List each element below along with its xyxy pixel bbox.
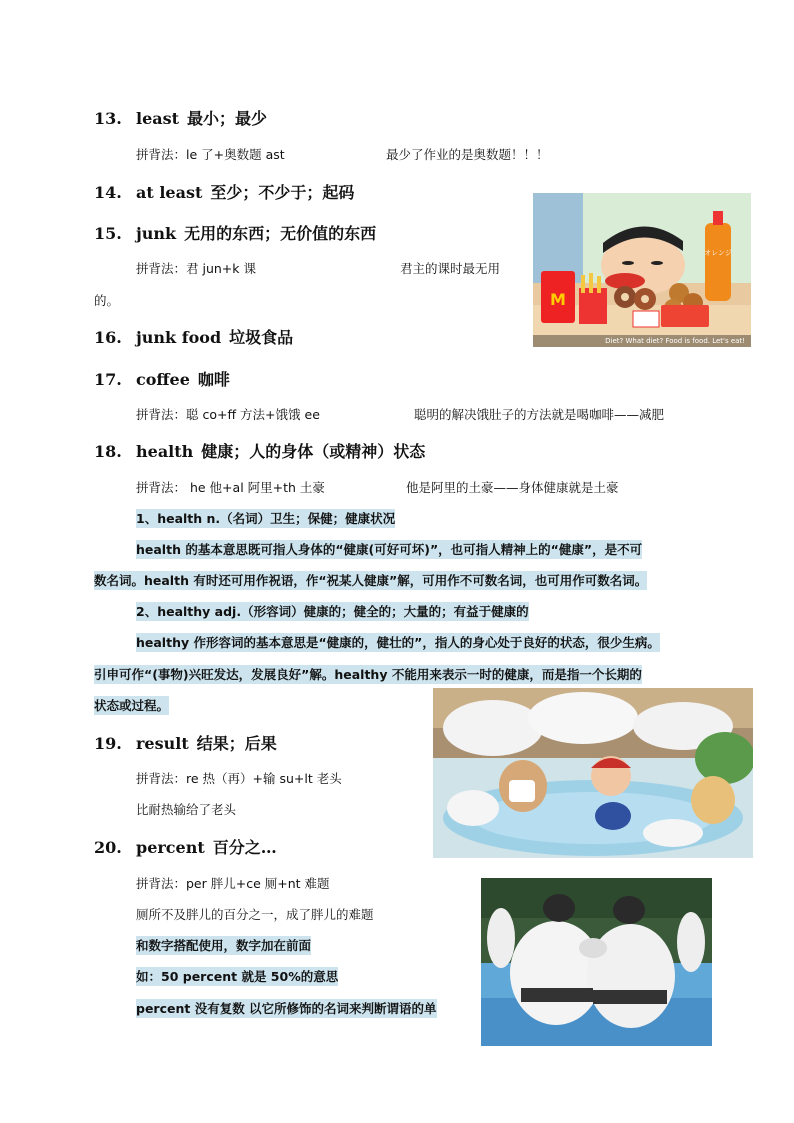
entry-19 xyxy=(94,731,277,754)
image-caption: Diet? What diet? Food is food. Let's eat! xyxy=(605,337,745,345)
entry-number: 14. xyxy=(94,183,122,202)
entry-meaning: 无用的东西；无价值的东西 xyxy=(184,224,377,243)
memo-line: 拼背法：君 jun+k 课 xyxy=(136,261,256,276)
memo-line: 拼背法：聪 co+ff 方法+饿饿 ee xyxy=(136,407,320,422)
highlighted-note: health 的基本意思既可指人身体的“健康(可好可坏)”，也可指人精神上的“健康”，是不可 xyxy=(136,542,643,557)
entry-meaning: 结果；后果 xyxy=(196,734,277,753)
memo-line: 比耐热输给了老头 xyxy=(136,802,237,817)
highlighted-note: 状态或过程。 xyxy=(94,698,170,713)
memo-line: 聪明的解决饿肚子的方法就是喝咖啡——减肥 xyxy=(414,407,665,422)
entry-number: 19. xyxy=(94,734,122,753)
entry-number: 13. xyxy=(94,109,122,128)
entry-meaning: 咖啡 xyxy=(197,370,230,389)
entry-meaning: 百分之… xyxy=(212,838,277,857)
entry-meaning: 健康；人的身体（或精神）状态 xyxy=(201,442,426,461)
entry-word: result xyxy=(136,734,189,753)
highlighted-note: 引申可作“(事物)兴旺发达，发展良好”解。healthy 不能用来表示一时的健康，而是指一个长期的 xyxy=(94,667,642,682)
entry-word: least xyxy=(136,109,180,128)
highlighted-note: percent 没有复数 以它所修饰的名词来判断谓语的单 xyxy=(136,1001,437,1016)
entry-number: 15. xyxy=(94,224,122,243)
highlighted-note: 数名词。health 有时还可用作祝语，作“祝某人健康”解，可用作不可数名词，也可用作可数名词。 xyxy=(94,573,648,588)
highlighted-note: 2、healthy adj.（形容词）健康的；健全的；大量的；有益于健康的 xyxy=(136,604,529,619)
highlighted-note: 如：50 percent 就是 50%的意思 xyxy=(136,969,339,984)
sumo-costume-photo xyxy=(481,878,712,1046)
memo-line: 拼背法：per 胖儿+ce 厕+nt 难题 xyxy=(136,876,330,891)
entry-18 xyxy=(94,439,425,462)
entry-number: 16. xyxy=(94,328,122,347)
svg-text:M: M xyxy=(550,290,566,309)
highlighted-note: 1、health n.（名词）卫生；保健；健康状况 xyxy=(136,511,396,526)
highlighted-note: 和数字搭配使用，数字加在前面 xyxy=(136,938,312,953)
memo-line: 拼背法： he 他+al 阿里+th 土豪 xyxy=(136,480,325,495)
entry-word: junk xyxy=(136,224,177,243)
entry-word: coffee xyxy=(136,370,190,389)
entry-number: 17. xyxy=(94,370,122,389)
memo-line: 拼背法：le 了+奥数题 ast xyxy=(136,147,285,162)
entry-word: junk food xyxy=(136,328,222,347)
entry-17 xyxy=(94,367,230,390)
entry-15 xyxy=(94,221,376,244)
entry-meaning: 垃圾食品 xyxy=(229,328,294,347)
drink-label: オレンジ xyxy=(704,249,732,257)
memo-line: 厕所不及胖儿的百分之一，成了胖儿的难题 xyxy=(136,907,374,922)
entry-word: percent xyxy=(136,838,205,857)
entry-meaning: 最小；最少 xyxy=(187,109,268,128)
memo-line: 君主的课时最无用 xyxy=(400,261,501,276)
memo-line: 的。 xyxy=(94,293,120,308)
entry-number: 20. xyxy=(94,838,122,857)
junk-food-cartoon-image xyxy=(533,193,751,347)
entry-word: at least xyxy=(136,183,203,202)
entry-20 xyxy=(94,835,277,858)
highlighted-note: healthy 作形容词的基本意思是“健康的，健壮的”，指人的身心处于良好的状态，很少生病。 xyxy=(136,635,660,650)
entry-word: health xyxy=(136,442,194,461)
memo-line: 他是阿里的土豪——身体健康就是土豪 xyxy=(406,480,619,495)
memo-line: 最少了作业的是奥数题！！！ xyxy=(386,147,549,162)
entry-14 xyxy=(94,180,354,203)
entry-number: 18. xyxy=(94,442,122,461)
memo-line: 拼背法：re 热（再）+输 su+lt 老头 xyxy=(136,771,342,786)
entry-13 xyxy=(94,106,267,129)
entry-16 xyxy=(94,325,293,348)
entry-meaning: 至少；不少于；起码 xyxy=(210,183,355,202)
hot-spring-cartoon-image xyxy=(433,688,753,858)
